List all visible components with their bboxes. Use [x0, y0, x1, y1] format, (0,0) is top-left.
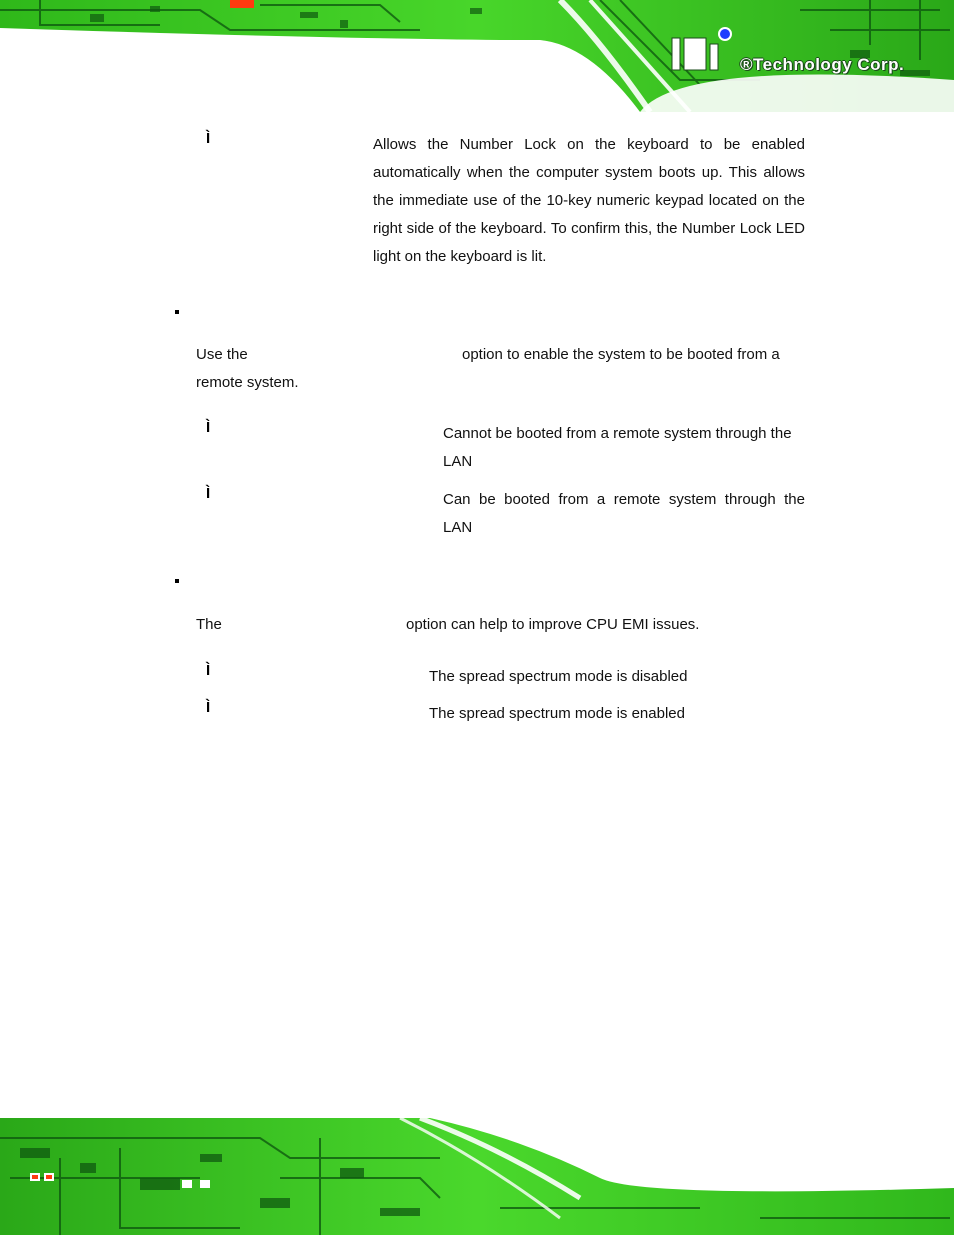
brand-text: ®Technology Corp. [740, 55, 905, 74]
option-arrow-icon: Ì [206, 662, 211, 679]
lan-boot-disabled-line1: Cannot be booted from a remote system through the [443, 425, 792, 442]
lan-boot-intro-suffix: option to enable the system to be booted from a [462, 346, 780, 363]
lan-boot-disabled-line2: LAN [443, 453, 473, 470]
lan-boot-intro-line2: remote system. [196, 374, 299, 391]
option-arrow-icon: Ì [206, 699, 211, 716]
section-bullet-icon [175, 310, 179, 314]
section-bullet-icon [175, 579, 179, 583]
spread-spectrum-intro-prefix: The [196, 616, 222, 633]
numlock-on-description: Allows the Number Lock on the keyboard to be enabled automatically when the computer system boots up. This allows the immediate use of the 10-key numeric keypad located on the right side of the keyboard. To confirm this, the Number Lock LED light on the keyboard is lit. [373, 136, 805, 265]
lan-boot-intro-prefix: Use the [196, 346, 248, 363]
footer-circuit-banner [0, 1118, 954, 1235]
option-arrow-icon: Ì [206, 419, 211, 436]
lan-boot-enabled-line2: LAN [443, 519, 473, 536]
spread-spectrum-enabled-text: The spread spectrum mode is enabled [429, 705, 685, 722]
lan-boot-enabled-line1: Can be booted from a remote system through the [443, 491, 805, 508]
spread-spectrum-disabled-text: The spread spectrum mode is disabled [429, 668, 688, 685]
spread-spectrum-intro-suffix: option can help to improve CPU EMI issues. [406, 616, 700, 633]
option-arrow-icon: Ì [206, 130, 211, 147]
option-arrow-icon: Ì [206, 485, 211, 502]
